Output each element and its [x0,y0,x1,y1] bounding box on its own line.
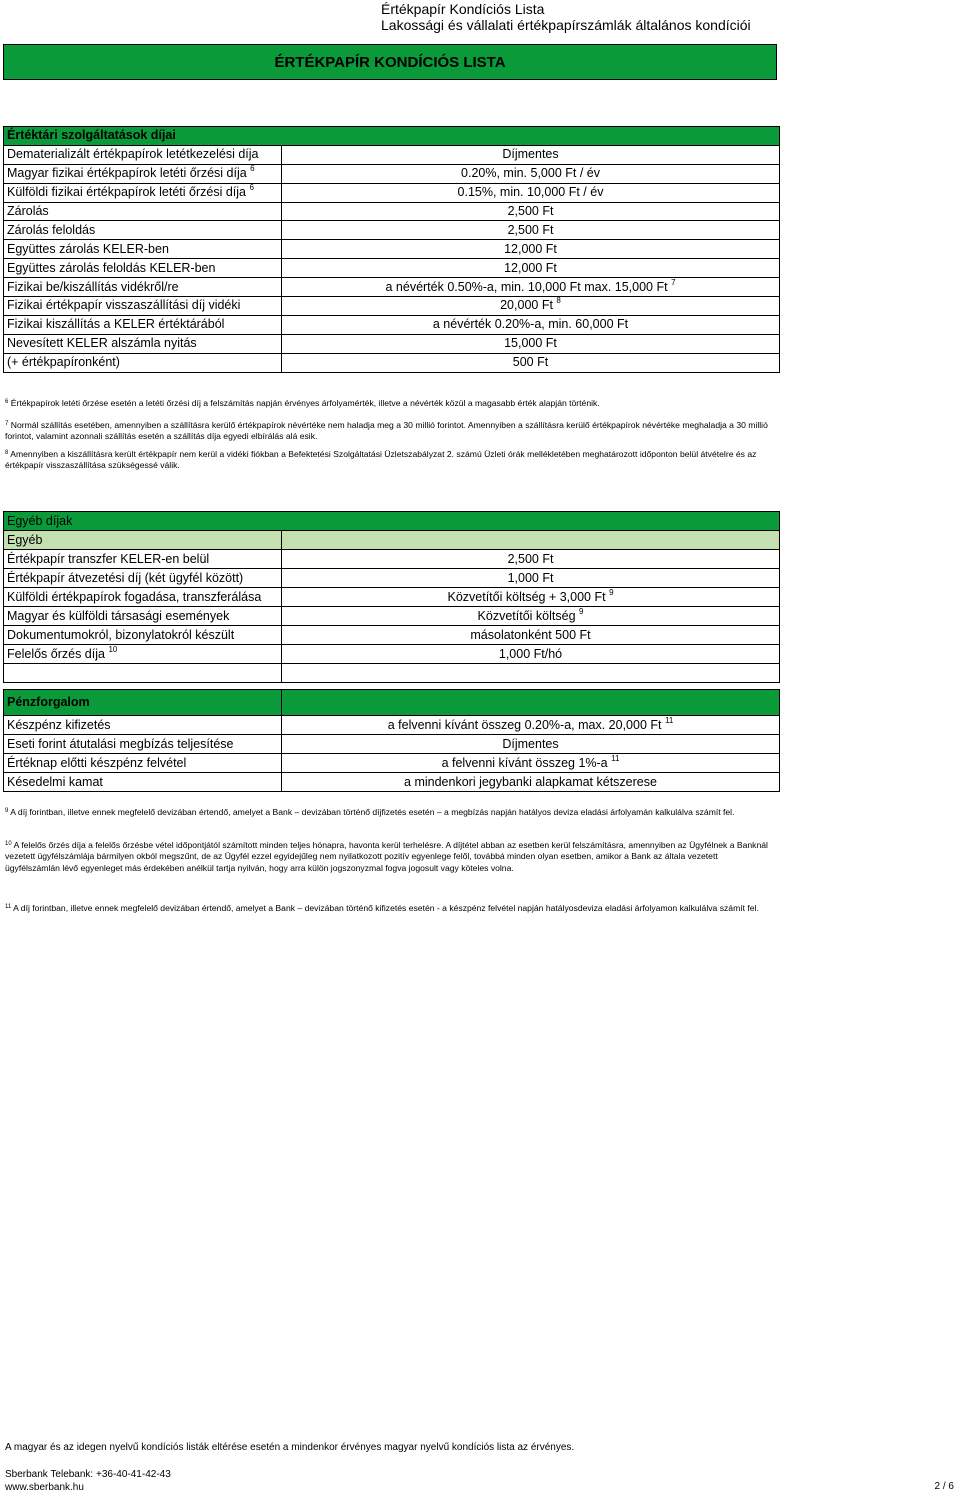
row-label: Értékpapír transzfer KELER-en belül [4,550,282,569]
row-value: 12,000 Ft [282,240,780,259]
footnote: $^9$ A díj forintban, illetve ennek megfelelő devizában értendő, amelyet a Bank – devizában történő díjfizetés esetén – a megbízás napján hatályos deviza eladási árfolyamán kalkulálva számít fel. [5,807,735,817]
row-label: Értéknap előtti készpénz felvétel [4,754,282,773]
row-value: a névérték 0.20%-a, min. 60,000 Ft [282,315,780,334]
subsection-title: Egyéb [4,531,282,550]
footnote: $^7$ Normál szállítás esetében, amennyiben a szállításra kerülő értékpapírok névértéke nem haladja meg a 30 millió forintot. Amennyiben a szállításra kerülő értékpapírok névértéke meghaladja a 30 millió forintot, valamint azonnali szállítás esetén a szállítás díja egyedi elbírálás alá esik. [5,420,768,442]
row-label: Dematerializált értékpapírok letétkezelési díja [4,145,282,164]
row-value: a felvenni kívánt összeg 0.20%-a, max. 20,000 Ft $^{11}$ [282,716,780,735]
footnote: $^{11}$ A díj forintban, illetve ennek megfelelő devizában értendő, amelyet a Bank – devizában történő kifizetés esetén - a készpénz felvétel napján hatályosdeviza eladási árfolyamon kalkulálva számít fel. [5,903,759,913]
section-title: Egyéb díjak [4,512,780,531]
row-label: Felelős őrzés díja $^{10}$ [4,645,282,664]
row-value: 2,500 Ft [282,202,780,221]
table-row [4,716,780,735]
row-value: másolatonként 500 Ft [282,626,780,645]
row-value: Közvetítői költség + 3,000 Ft $^9$ [282,588,780,607]
cash-flow-table [3,689,780,792]
table-row [4,334,780,353]
table-row [4,221,780,240]
row-value: Díjmentes [282,145,780,164]
header-subtitle: Lakossági és vállalati értékpapírszámlák általános kondíciói [381,17,751,33]
table-row [4,754,780,773]
table-row [4,183,780,202]
row-value: 0.15%, min. 10,000 Ft / év [282,183,780,202]
table-row [4,607,780,626]
table-row-empty [4,664,780,683]
footnote: $^6$ Értékpapírok letéti őrzése esetén a letéti őrzési díj a felszámítás napján érvényes árfolyamérték, illetve a névérték közül a magasabb érték alapján történik. [5,398,600,408]
table-row [4,297,780,316]
table-row [4,202,780,221]
row-label: Magyar és külföldi társasági események [4,607,282,626]
row-label: Értékpapír átvezetési díj (két ügyfél között) [4,569,282,588]
row-value: 1,000 Ft [282,569,780,588]
row-label: Zárolás [4,202,282,221]
row-value: a névérték 0.50%-a, min. 10,000 Ft max. 15,000 Ft $^7$ [282,278,780,297]
section-title: Pénzforgalom [4,690,282,716]
page-title-banner: ÉRTÉKPAPÍR KONDÍCIÓS LISTA [3,44,777,80]
table-row [4,353,780,372]
row-value: a felvenni kívánt összeg 1%-a $^{11}$ [282,754,780,773]
row-value: 12,000 Ft [282,259,780,278]
securities-fees-table [3,126,780,373]
row-value: 500 Ft [282,353,780,372]
header-title: Értékpapír Kondíciós Lista [381,1,545,17]
row-value: Közvetítői költség $^9$ [282,607,780,626]
row-value: 1,000 Ft/hó [282,645,780,664]
row-label: Zárolás feloldás [4,221,282,240]
footnote: $^8$ Amennyiben a kiszállításra került értékpapír nem kerül a vidéki fiókban a Befektetési Szolgáltatási Üzletszabályzat 2. számú Üzleti órák mellékletében meghatározott időponton belül átvételre és az értékpapír visszaszállítása szükségessé válik. [5,449,757,471]
table-row [4,164,780,183]
telebank-phone: Sberbank Telebank: +36-40-41-42-43 [5,1469,171,1480]
language-note: A magyar és az idegen nyelvű kondíciós listák eltérése esetén a mindenkor érvényes magyar nyelvű kondíciós lista az érvényes. [5,1442,575,1453]
row-label: Dokumentumokról, bizonylatokról készült [4,626,282,645]
row-value: 20,000 Ft $^8$ [282,297,780,316]
website-link[interactable]: www.sberbank.hu [5,1482,84,1493]
row-label: (+ értékpapíronként) [4,353,282,372]
row-label: Fizikai értékpapír visszaszállítási díj vidéki [4,297,282,316]
row-label: Késedelmi kamat [4,773,282,792]
row-label: Készpénz kifizetés [4,716,282,735]
row-value: Díjmentes [282,735,780,754]
row-value: a mindenkori jegybanki alapkamat kétszerese [282,773,780,792]
table-row [4,645,780,664]
row-label: Magyar fizikai értékpapírok letéti őrzési díja $^6$ [4,164,282,183]
row-label: Külföldi fizikai értékpapírok letéti őrzési díja $^6$ [4,183,282,202]
table-row [4,588,780,607]
table-row [4,278,780,297]
row-label: Együttes zárolás feloldás KELER-ben [4,259,282,278]
row-value: 0.20%, min. 5,000 Ft / év [282,164,780,183]
row-value: 15,000 Ft [282,334,780,353]
row-label: Nevesített KELER alszámla nyitás [4,334,282,353]
table-row [4,145,780,164]
table-row [4,315,780,334]
table-row [4,773,780,792]
table-row [4,550,780,569]
section-title: Értéktári szolgáltatások díjai [4,127,780,146]
row-label: Eseti forint átutalási megbízás teljesítése [4,735,282,754]
table-row [4,240,780,259]
row-label: Fizikai be/kiszállítás vidékről/re [4,278,282,297]
page-number: 2 / 6 [934,1481,954,1492]
row-label: Külföldi értékpapírok fogadása, transzferálása [4,588,282,607]
table-row [4,259,780,278]
row-label: Együttes zárolás KELER-ben [4,240,282,259]
table-row [4,569,780,588]
row-label: Fizikai kiszállítás a KELER értéktárából [4,315,282,334]
row-value: 2,500 Ft [282,550,780,569]
row-value: 2,500 Ft [282,221,780,240]
table-row [4,735,780,754]
table-row [4,626,780,645]
other-fees-table [3,511,780,683]
footnote: $^{10}$ A felelős őrzés díja a felelős őrzésbe vétel időpontjától számított minden teljes hónapra, havonta kerül terhelésre. A díjtétel abban az esetben kerül felszámításra, amennyiben az Ügyfélnek a Banknál vezetett ügyfélszámlája bármilyen okból megszűnt, de az Ügyfél ezzel egyidejűleg nem nyilatkozott pozitív egyenlege felől, továbbá minden olyan esetben, amikor a Bank az általa vezetett ügyfélszámlán lévő egyenleget más érdekében anélkül tartja nyilván, hogy arra külön jogszonyzmal fogva jogosult vagy köteles volna. [5,840,768,873]
